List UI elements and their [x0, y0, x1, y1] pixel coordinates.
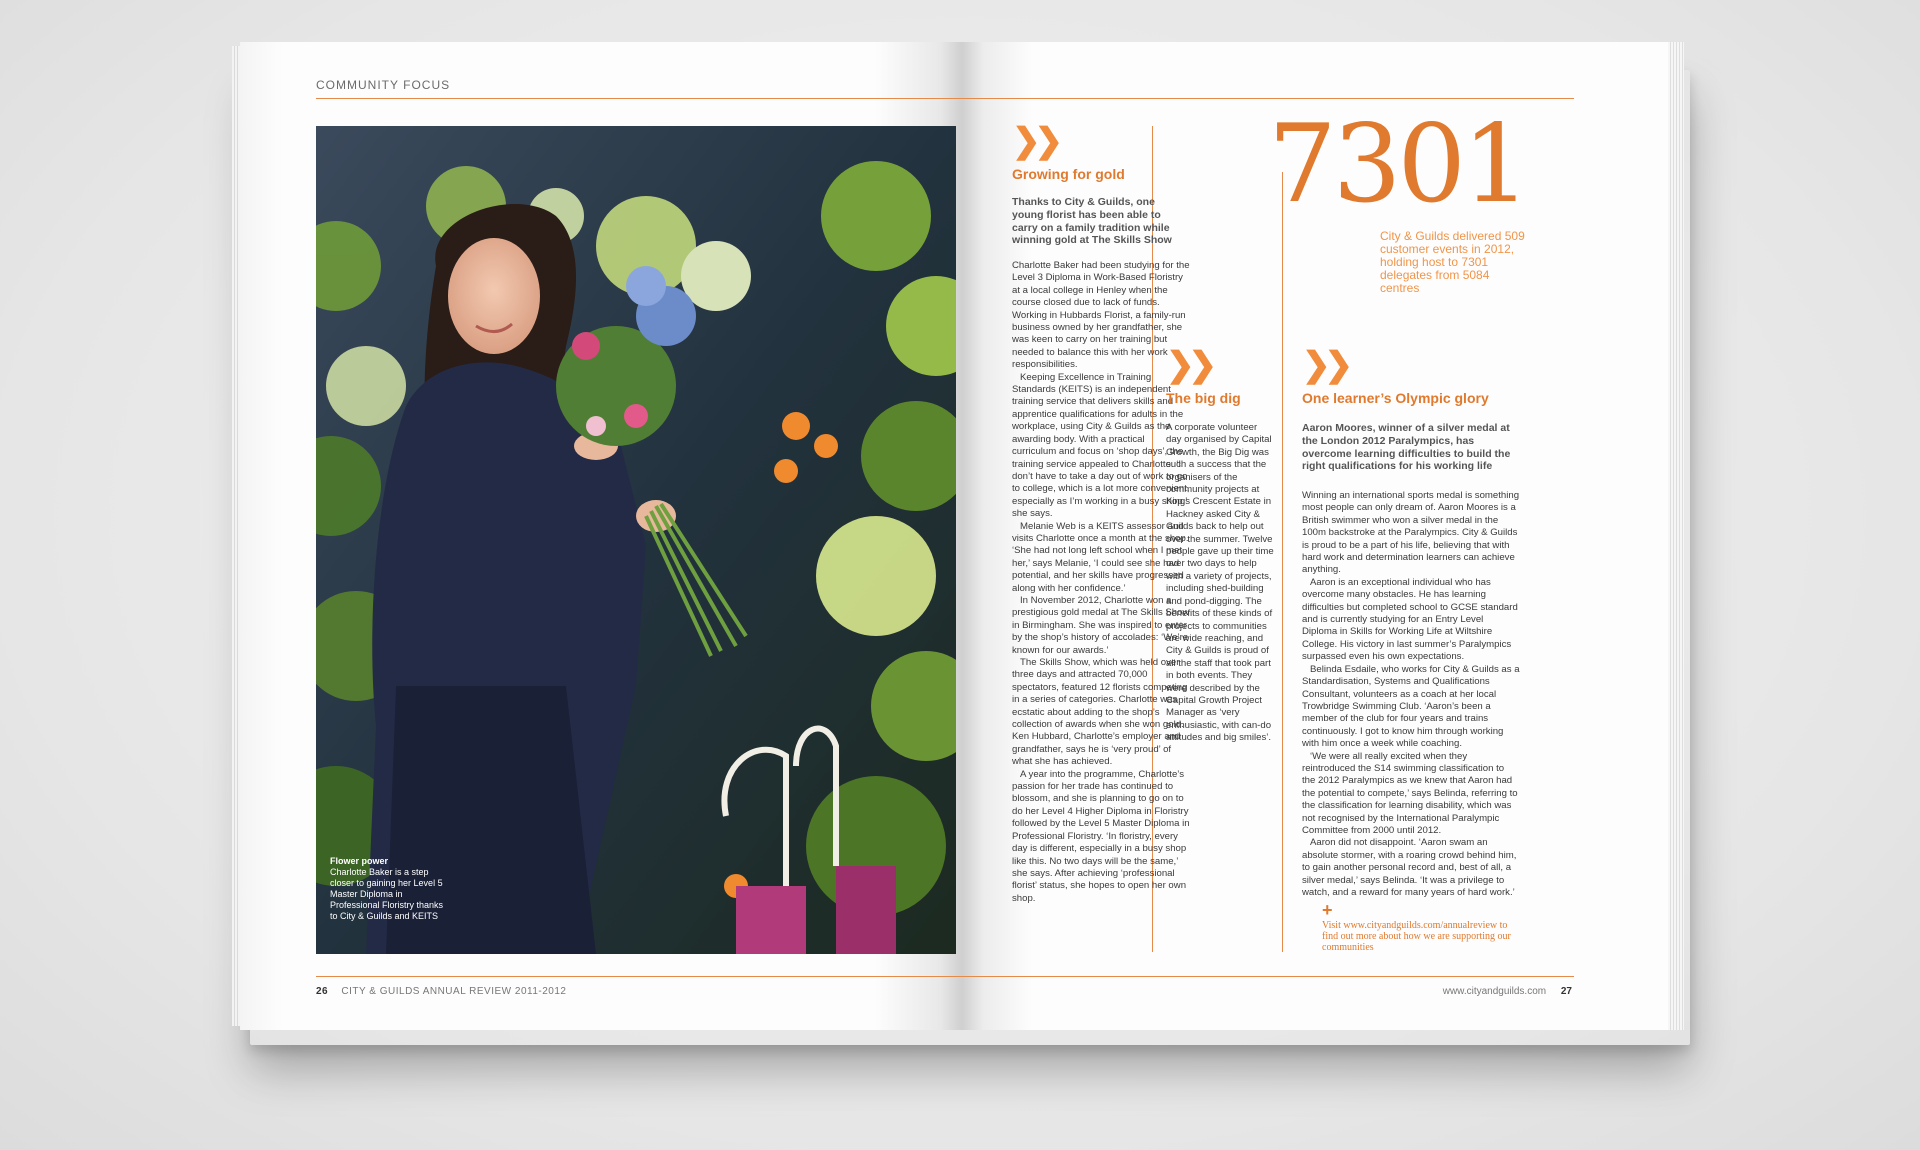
visit-link-text[interactable]: Visit www.cityandguilds.com/annualreview to find out more about how we are supporting our communities [1322, 920, 1511, 953]
section-label: COMMUNITY FOCUS [316, 78, 451, 92]
footer-right [1443, 986, 1572, 997]
page-number-right: 27 [1560, 986, 1572, 997]
big-stat-number: 7301 [1268, 102, 1527, 227]
article-body-growing-for-gold [1012, 260, 1190, 905]
article-body-the-big-dig [1166, 422, 1274, 745]
caption-title: Flower power [330, 856, 389, 866]
article-heading-the-big-dig: The big dig [1166, 390, 1241, 406]
paragraph: Keeping Excellence in Training Standards (KEITS) is an independent training service that delivers skills and apprentice qualifications for adults in the workplace, using City & Guilds as the awarding body. With a practical curriculum and focus on ‘shop days’, the training service appealed to Charlotte. ‘I don’t have to take a day out of work to go to college, which is a lot more convenient, especially as I’m working in a busy shop,’ she says. [1012, 371, 1190, 520]
florist-photo [316, 126, 956, 954]
page-edges-right [1668, 42, 1684, 1030]
paragraph: A year into the programme, Charlotte’s passion for her trade has continued to blossom, and she is planning to go on to do her Level 4 Higher Diploma in Floristry followed by the Level 5 Master Diploma in Professional Floristry. ‘In floristry, every day is different, especially in a busy shop like this. No two days will be the same,’ she says. After achieving ‘professional florist’ status, she hopes to open her own shop. [1012, 768, 1190, 904]
paragraph: ‘We were all really excited when they reintroduced the S14 swimming classification to the 2012 Paralympics as we knew that Aaron had the potential to compete,’ says Belinda, referring to the classification for learning disability, which was not recognised by the International Paralympic Committee from 2000 until 2012. [1302, 750, 1518, 836]
paragraph: Charlotte Baker had been studying for the Level 3 Diploma in Work-Based Floristry at a local college in Henley when the course closed due to lack of funds. Working in Hubbards Florist, a family-run business owned by her grandfather, she was keen to carry on her training but needed to balance this with her work responsibilities. [1012, 260, 1190, 371]
footer-left [316, 986, 566, 997]
paragraph: The Skills Show, which was held over three days and attracted 70,000 spectators, featured 12 florists competing in a series of categories. Charlotte was ecstatic about adding to the shop’s collection of awards when she won gold. Ken Hubbard, Charlotte’s employer and grandfather, says he is ‘very proud’ of what she has achieved. [1012, 657, 1188, 768]
article-heading-olympic-glory: One learner’s Olympic glory [1302, 390, 1489, 406]
plus-icon: + [1322, 900, 1333, 920]
paragraph: In November 2012, Charlotte won a prestigious gold medal at The Skills Show in Birmingham. She was inspired to enter by the shop’s history of accolades: ‘We’re known for our awards.’ [1012, 594, 1190, 656]
standfirst-olympic-glory: Aaron Moores, winner of a silver medal at the London 2012 Paralympics, has overcome learning difficulties to build the right qualifications for his working life [1302, 422, 1511, 473]
paragraph: Belinda Esdaile, who works for City & Guilds as a Standardisation, Systems and Qualifications Consultant, volunteers as a coach at her local Trowbridge Swimming Club. ‘Aaron’s been a member of the club for four years and trains continuously. I got to know him through working with him once a week while coaching. [1302, 663, 1520, 750]
paragraph: Aaron is an exceptional individual who has overcome many obstacles. He has learning difficulties but completed school to GCSE standard and is currently studying for an Entry Level Diploma in Skills for Working Life at Wiltshire College. His victory in last summer’s Paralympics surpassed even his own expectations. [1302, 576, 1518, 663]
article-heading-growing-for-gold: Growing for gold [1012, 166, 1125, 182]
page-number-left: 26 [316, 986, 329, 997]
footer-rule-right [962, 976, 1574, 977]
right-page [962, 42, 1668, 1030]
florist-illustration [316, 126, 956, 954]
website-url: www.cityandguilds.com [1442, 986, 1547, 997]
header-rule [316, 98, 962, 99]
double-chevron-icon: ❯❯ [1012, 122, 1057, 160]
footer-rule-left [316, 976, 962, 977]
double-chevron-icon: ❯❯ [1166, 346, 1211, 384]
paragraph: Aaron did not disappoint. ‘Aaron swam an absolute stormer, with a roaring crowd behind him, to gain another personal record and, best of all, a silver medal,’ says Belinda. ‘It was a privilege to watch, and a reward for many years of hard work.’ [1302, 837, 1517, 898]
photo-caption [330, 856, 448, 922]
standfirst-growing-for-gold: Thanks to City & Guilds, one young florist has been able to carry on a family tradition while winning gold at The Skills Show [1012, 196, 1172, 247]
publication-title: CITY & GUILDS ANNUAL REVIEW 2011-2012 [341, 986, 567, 997]
magazine-spread [240, 42, 1682, 1030]
caption-text: Charlotte Baker is a step closer to gaining her Level 5 Master Diploma in Professional Floristry thanks to City & Guilds and KEITS [330, 867, 444, 921]
paragraph: Melanie Web is a KEITS assessor and visits Charlotte once a month at the shop. ‘She had not long left school when I met her,’ says Melanie, ‘I could see she had potential, and her skills have progressed along with her confidence.’ [1012, 520, 1189, 594]
header-rule-right [962, 98, 1574, 99]
paragraph: Winning an international sports medal is something most people can only dream of. Aaron Moores is a British swimmer who won a silver medal in the 100m backstroke at the Paralympics. City & Guilds is proud to be a part of his life, believing that with hard work and determination learners can achieve anything. [1302, 490, 1520, 576]
stat-description: City & Guilds delivered 509 customer events in 2012, holding host to 7301 delegates from 5084 centres [1380, 229, 1525, 295]
left-page [240, 42, 962, 1030]
double-chevron-icon: ❯❯ [1302, 346, 1347, 384]
column-divider-2 [1282, 172, 1283, 952]
paragraph: A corporate volunteer day organised by Capital Growth, the Big Dig was such a success that the organisers of the community projects at Kings Crescent Estate in Hackney asked City & Guilds back to help out over the summer. Twelve people gave up their time over two days to help with a variety of projects, including shed-building and pond-digging. The benefits of these kinds of projects to communities are wide reaching, and City & Guilds is proud of all the staff that took part in both events. They were described by the Capital Growth Project Manager as ‘very enthusiastic, with can-do attitudes and big smiles’. [1166, 422, 1274, 744]
article-body-olympic-glory [1302, 490, 1520, 899]
